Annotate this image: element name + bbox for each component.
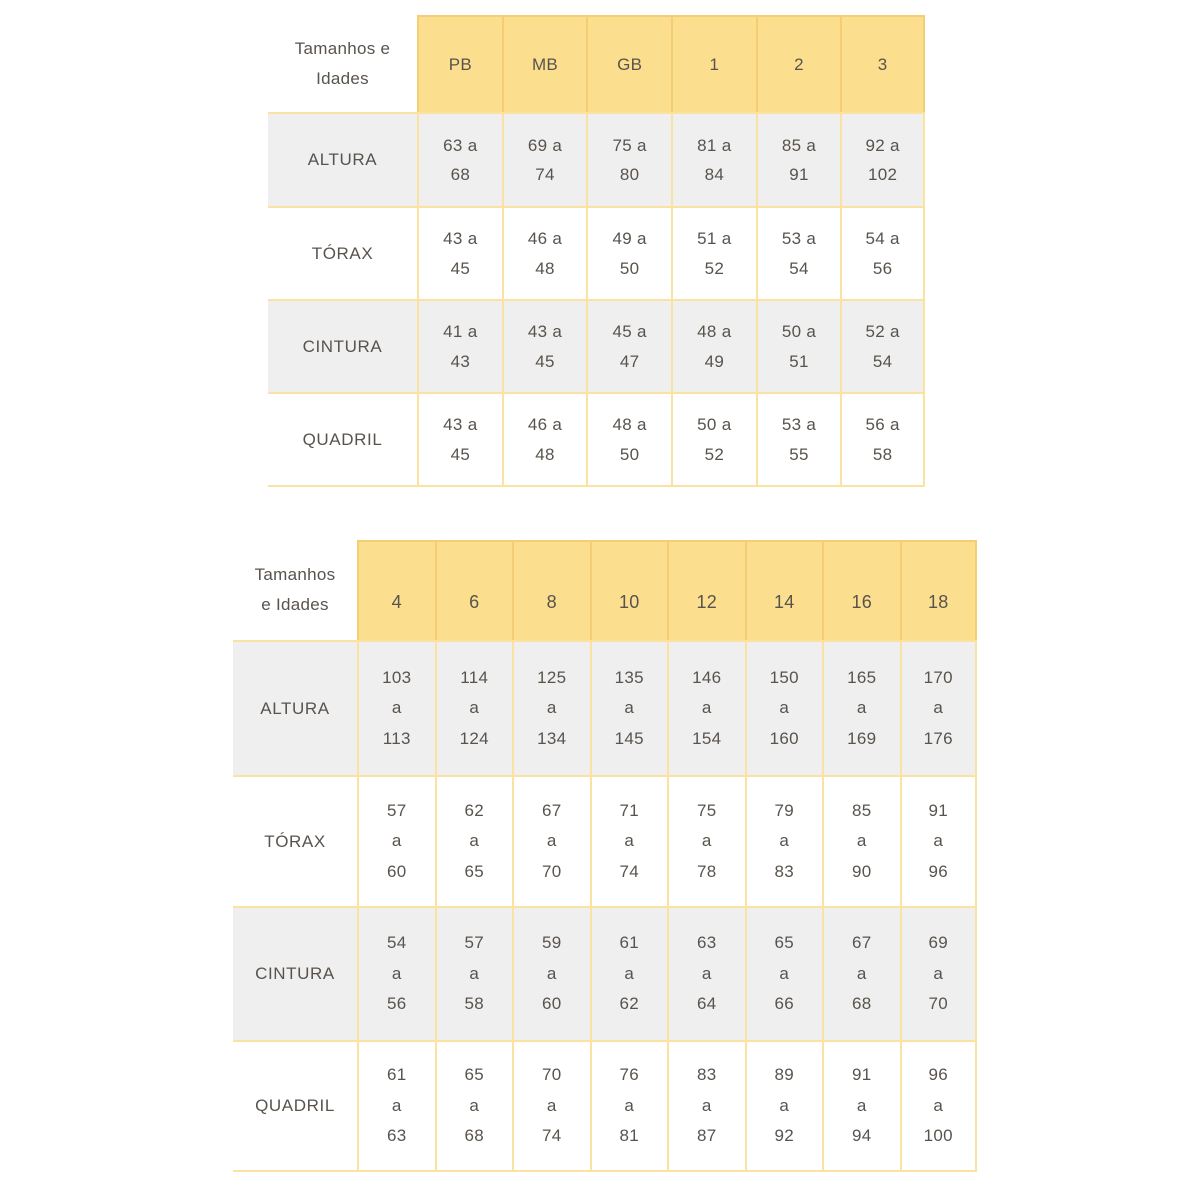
size-cell: 83 a 87 bbox=[667, 1040, 745, 1172]
size-cell: 65 a 68 bbox=[435, 1040, 513, 1172]
kids-sizes-row-label-cintura: CINTURA bbox=[233, 906, 357, 1040]
size-cell: 81 a 84 bbox=[671, 112, 756, 206]
size-cell: 41 a 43 bbox=[417, 299, 502, 392]
size-cell: 91 a 96 bbox=[900, 775, 978, 906]
size-cell: 50 a 52 bbox=[671, 392, 756, 487]
size-cell: 53 a 55 bbox=[756, 392, 841, 487]
size-cell: 61 a 63 bbox=[357, 1040, 435, 1172]
size-cell: 48 a 50 bbox=[586, 392, 671, 487]
toddler-sizes-column-header-MB: MB bbox=[502, 15, 587, 112]
toddler-sizes-column-header-3: 3 bbox=[840, 15, 925, 112]
kids-sizes-row-label-altura: ALTURA bbox=[233, 640, 357, 775]
size-cell: 146 a 154 bbox=[667, 640, 745, 775]
size-cell: 57 a 60 bbox=[357, 775, 435, 906]
size-table-toddler bbox=[268, 15, 925, 487]
size-cell: 150 a 160 bbox=[745, 640, 823, 775]
size-cell: 43 a 45 bbox=[502, 299, 587, 392]
kids-sizes-column-header-18: 18 bbox=[900, 540, 978, 640]
kids-sizes-column-header-16: 16 bbox=[822, 540, 900, 640]
size-cell: 170 a 176 bbox=[900, 640, 978, 775]
size-cell: 79 a 83 bbox=[745, 775, 823, 906]
size-cell: 48 a 49 bbox=[671, 299, 756, 392]
toddler-sizes-column-header-GB: GB bbox=[586, 15, 671, 112]
size-cell: 45 a 47 bbox=[586, 299, 671, 392]
toddler-sizes-row-label-altura: ALTURA bbox=[268, 112, 417, 206]
size-table-kids-grid bbox=[233, 540, 977, 1172]
size-cell: 85 a 91 bbox=[756, 112, 841, 206]
size-cell: 85 a 90 bbox=[822, 775, 900, 906]
kids-sizes-column-header-8: 8 bbox=[512, 540, 590, 640]
size-cell: 63 a 68 bbox=[417, 112, 502, 206]
size-cell: 61 a 62 bbox=[590, 906, 668, 1040]
size-cell: 114 a 124 bbox=[435, 640, 513, 775]
size-cell: 96 a 100 bbox=[900, 1040, 978, 1172]
size-cell: 67 a 70 bbox=[512, 775, 590, 906]
toddler-sizes-corner-label: Tamanhos e Idades bbox=[268, 15, 417, 112]
toddler-sizes-column-header-1: 1 bbox=[671, 15, 756, 112]
size-cell: 62 a 65 bbox=[435, 775, 513, 906]
kids-sizes-row-label-tórax: TÓRAX bbox=[233, 775, 357, 906]
size-cell: 43 a 45 bbox=[417, 206, 502, 299]
size-cell: 46 a 48 bbox=[502, 206, 587, 299]
size-cell: 70 a 74 bbox=[512, 1040, 590, 1172]
size-cell: 71 a 74 bbox=[590, 775, 668, 906]
size-cell: 69 a 74 bbox=[502, 112, 587, 206]
size-cell: 165 a 169 bbox=[822, 640, 900, 775]
size-cell: 51 a 52 bbox=[671, 206, 756, 299]
size-cell: 76 a 81 bbox=[590, 1040, 668, 1172]
size-cell: 57 a 58 bbox=[435, 906, 513, 1040]
size-cell: 54 a 56 bbox=[840, 206, 925, 299]
size-cell: 65 a 66 bbox=[745, 906, 823, 1040]
toddler-sizes-row-label-quadril: QUADRIL bbox=[268, 392, 417, 487]
size-cell: 92 a 102 bbox=[840, 112, 925, 206]
size-cell: 103 a 113 bbox=[357, 640, 435, 775]
size-cell: 59 a 60 bbox=[512, 906, 590, 1040]
kids-sizes-column-header-6: 6 bbox=[435, 540, 513, 640]
size-table-toddler-grid bbox=[268, 15, 925, 487]
toddler-sizes-column-header-PB: PB bbox=[417, 15, 502, 112]
size-cell: 125 a 134 bbox=[512, 640, 590, 775]
size-cell: 91 a 94 bbox=[822, 1040, 900, 1172]
size-cell: 135 a 145 bbox=[590, 640, 668, 775]
toddler-sizes-row-label-cintura: CINTURA bbox=[268, 299, 417, 392]
kids-sizes-corner-label: Tamanhos e Idades bbox=[233, 540, 357, 640]
size-cell: 50 a 51 bbox=[756, 299, 841, 392]
kids-sizes-column-header-12: 12 bbox=[667, 540, 745, 640]
size-cell: 53 a 54 bbox=[756, 206, 841, 299]
size-cell: 75 a 78 bbox=[667, 775, 745, 906]
kids-sizes-row-label-quadril: QUADRIL bbox=[233, 1040, 357, 1172]
size-cell: 54 a 56 bbox=[357, 906, 435, 1040]
toddler-sizes-row-label-tórax: TÓRAX bbox=[268, 206, 417, 299]
size-cell: 89 a 92 bbox=[745, 1040, 823, 1172]
size-cell: 52 a 54 bbox=[840, 299, 925, 392]
size-cell: 46 a 48 bbox=[502, 392, 587, 487]
size-cell: 43 a 45 bbox=[417, 392, 502, 487]
size-cell: 63 a 64 bbox=[667, 906, 745, 1040]
size-cell: 67 a 68 bbox=[822, 906, 900, 1040]
size-cell: 49 a 50 bbox=[586, 206, 671, 299]
size-table-kids bbox=[233, 540, 977, 1172]
kids-sizes-column-header-4: 4 bbox=[357, 540, 435, 640]
kids-sizes-column-header-14: 14 bbox=[745, 540, 823, 640]
size-cell: 69 a 70 bbox=[900, 906, 978, 1040]
size-cell: 75 a 80 bbox=[586, 112, 671, 206]
toddler-sizes-column-header-2: 2 bbox=[756, 15, 841, 112]
size-cell: 56 a 58 bbox=[840, 392, 925, 487]
kids-sizes-column-header-10: 10 bbox=[590, 540, 668, 640]
